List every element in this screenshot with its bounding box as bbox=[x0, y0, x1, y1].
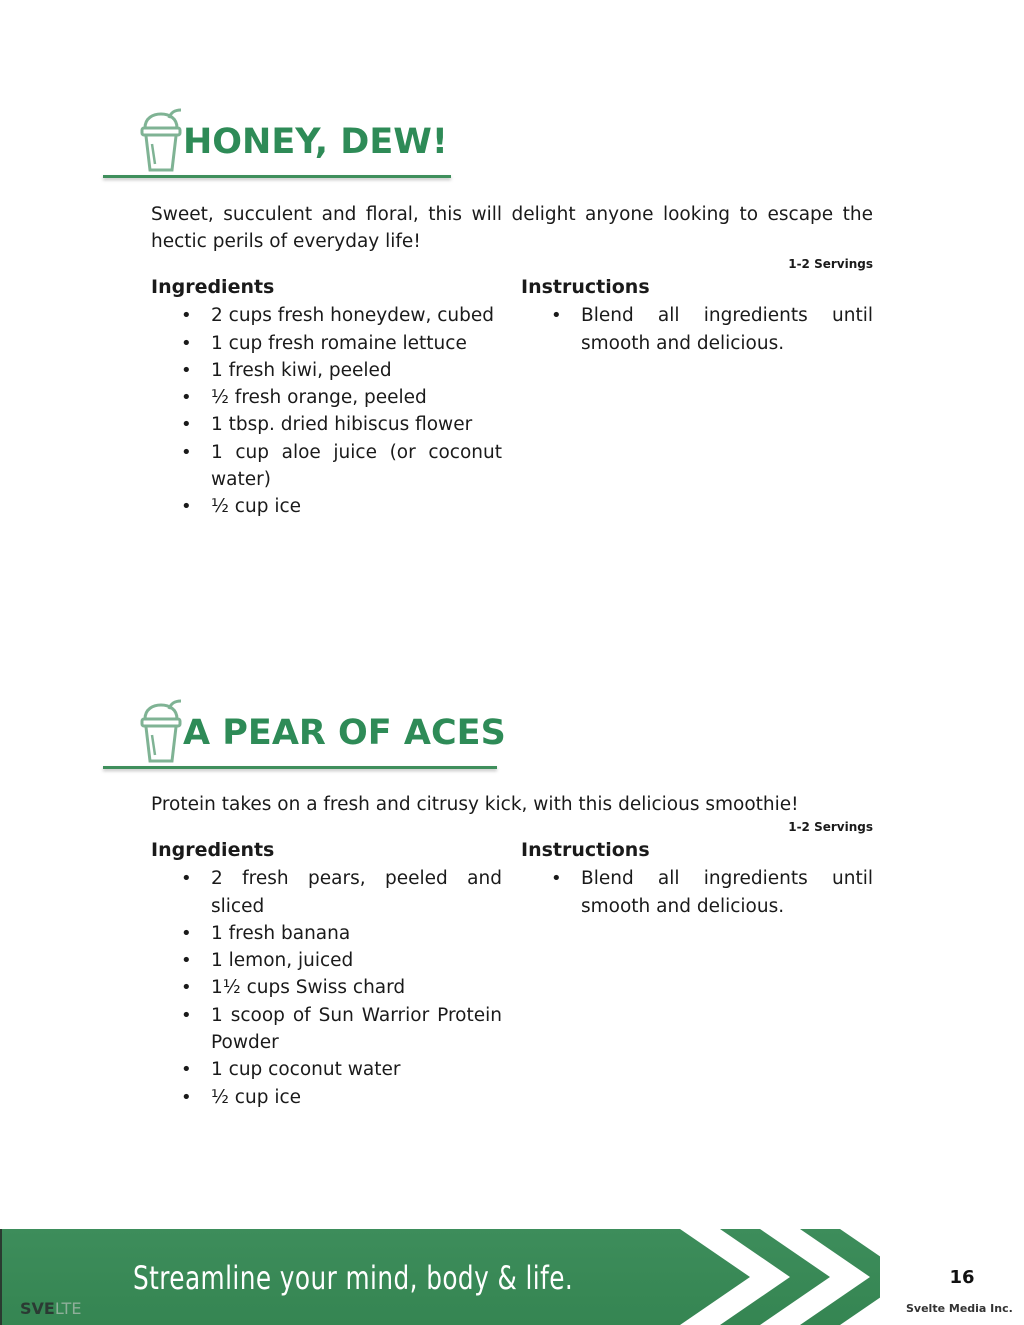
list-item: • 1½ cups Swiss chard bbox=[151, 974, 502, 1001]
instructions-list bbox=[521, 302, 873, 357]
ingredients-list bbox=[151, 865, 502, 1111]
list-item: • 1 lemon, juiced bbox=[151, 947, 502, 974]
footer-banner bbox=[0, 1229, 1024, 1325]
company-name: Svelte Media Inc. bbox=[906, 1302, 1013, 1315]
footer-tagline: Streamline your mind, body & life. bbox=[133, 1259, 574, 1297]
list-item: • 1 tbsp. dried hibiscus flower bbox=[151, 411, 502, 438]
list-item: • Blend all ingredients until smooth and delicious. bbox=[521, 302, 873, 357]
list-item: • 2 cups fresh honeydew, cubed bbox=[151, 302, 502, 329]
list-item: • 1 cup fresh romaine lettuce bbox=[151, 330, 502, 357]
ingredients-heading: Ingredients bbox=[151, 276, 275, 298]
ingredients-heading: Ingredients bbox=[151, 839, 275, 861]
recipe-description: Sweet, succulent and floral, this will delight anyone looking to escape the hectic perils of everyday life! bbox=[151, 204, 873, 252]
instructions-column bbox=[521, 274, 873, 357]
list-item: • 1 cup coconut water bbox=[151, 1056, 502, 1083]
page-number: 16 bbox=[949, 1267, 975, 1288]
recipe-title: A PEAR OF ACES bbox=[183, 713, 506, 753]
ingredients-column bbox=[151, 837, 502, 1111]
list-item: • 1 cup aloe juice (or coconut water) bbox=[151, 439, 502, 494]
servings-label: 1-2 Servings bbox=[788, 257, 873, 271]
recipe-description: Protein takes on a fresh and citrusy kick, with this delicious smoothie! bbox=[151, 794, 799, 815]
smoothie-cup-icon bbox=[139, 108, 185, 172]
logo-light-text: LTE bbox=[54, 1299, 82, 1318]
list-item: • ½ fresh orange, peeled bbox=[151, 384, 502, 411]
servings-label: 1-2 Servings bbox=[788, 820, 873, 834]
ingredients-list bbox=[151, 302, 502, 520]
footer-edge bbox=[0, 1229, 2, 1325]
ingredients-column bbox=[151, 274, 502, 521]
list-item: • 1 fresh banana bbox=[151, 920, 502, 947]
list-item: • ½ cup ice bbox=[151, 1084, 502, 1111]
recipe-title-row bbox=[103, 108, 453, 178]
logo-dark-text: SVE bbox=[20, 1299, 55, 1318]
recipe-title: HONEY, DEW! bbox=[183, 122, 448, 162]
title-underline bbox=[103, 766, 497, 769]
instructions-list bbox=[521, 865, 873, 920]
recipe-title-row bbox=[103, 699, 506, 769]
list-item: • 2 fresh pears, peeled and sliced bbox=[151, 865, 502, 920]
list-item: • 1 fresh kiwi, peeled bbox=[151, 357, 502, 384]
smoothie-cup-icon bbox=[139, 699, 185, 763]
instructions-column bbox=[521, 837, 873, 920]
instructions-heading: Instructions bbox=[521, 839, 650, 861]
list-item: • Blend all ingredients until smooth and delicious. bbox=[521, 865, 873, 920]
svelte-logo bbox=[20, 1299, 81, 1318]
list-item: • ½ cup ice bbox=[151, 493, 502, 520]
instructions-heading: Instructions bbox=[521, 276, 650, 298]
list-item: • 1 scoop of Sun Warrior Protein Powder bbox=[151, 1002, 502, 1057]
title-underline bbox=[103, 175, 451, 178]
